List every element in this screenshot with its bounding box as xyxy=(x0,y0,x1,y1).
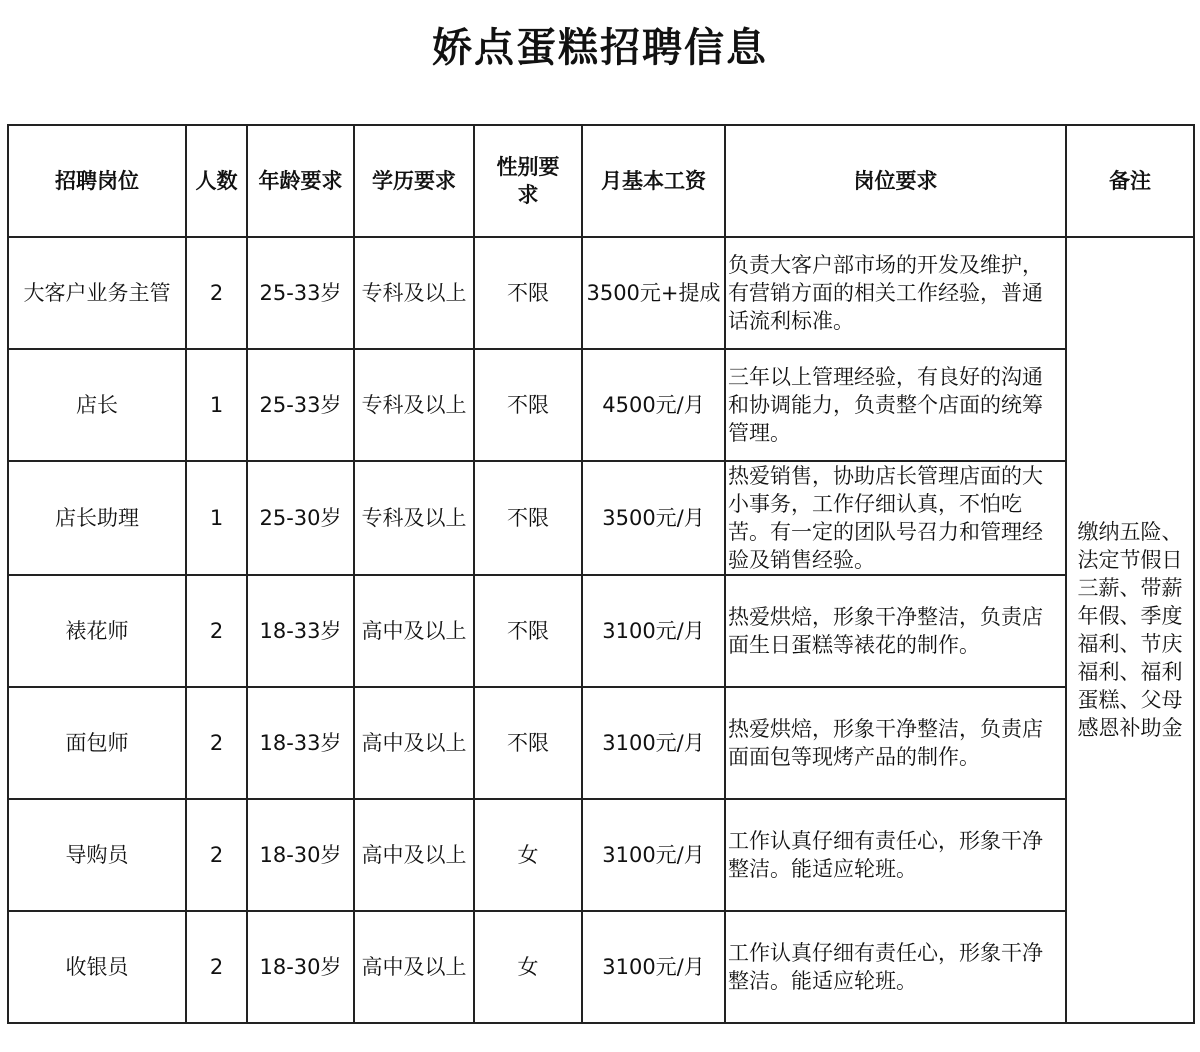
cell-education: 高中及以上 xyxy=(354,575,474,687)
cell-gender: 不限 xyxy=(474,575,582,687)
table-row xyxy=(8,799,1194,911)
cell-position: 面包师 xyxy=(8,687,186,799)
table-row xyxy=(8,461,1194,575)
cell-education: 专科及以上 xyxy=(354,461,474,575)
cell-age: 18-33岁 xyxy=(247,575,354,687)
cell-age: 25-30岁 xyxy=(247,461,354,575)
cell-requirements: 负责大客户部市场的开发及维护，有营销方面的相关工作经验，普通话流利标准。 xyxy=(725,237,1066,349)
cell-requirements: 工作认真仔细有责任心，形象干净整洁。能适应轮班。 xyxy=(725,911,1066,1023)
table-row xyxy=(8,349,1194,461)
cell-requirements: 热爱销售，协助店长管理店面的大小事务，工作仔细认真，不怕吃苦。有一定的团队号召力和管理经验及销售经验。 xyxy=(725,461,1066,575)
header-gender: 性别要求 xyxy=(474,125,582,237)
table-header-row xyxy=(8,125,1194,237)
header-salary: 月基本工资 xyxy=(582,125,725,237)
cell-age: 18-33岁 xyxy=(247,687,354,799)
cell-education: 高中及以上 xyxy=(354,799,474,911)
table-row xyxy=(8,911,1194,1023)
cell-count: 2 xyxy=(186,687,247,799)
cell-requirements: 热爱烘焙，形象干净整洁，负责店面生日蛋糕等裱花的制作。 xyxy=(725,575,1066,687)
cell-salary: 3500元/月 xyxy=(582,461,725,575)
cell-gender: 女 xyxy=(474,799,582,911)
table-row xyxy=(8,687,1194,799)
cell-count: 2 xyxy=(186,237,247,349)
cell-education: 专科及以上 xyxy=(354,237,474,349)
header-count: 人数 xyxy=(186,125,247,237)
cell-position: 裱花师 xyxy=(8,575,186,687)
cell-age: 18-30岁 xyxy=(247,799,354,911)
cell-gender: 不限 xyxy=(474,349,582,461)
cell-position: 收银员 xyxy=(8,911,186,1023)
page-title: 娇点蛋糕招聘信息 xyxy=(432,24,768,71)
cell-education: 高中及以上 xyxy=(354,687,474,799)
cell-salary: 3100元/月 xyxy=(582,575,725,687)
cell-education: 高中及以上 xyxy=(354,911,474,1023)
cell-position: 大客户业务主管 xyxy=(8,237,186,349)
cell-requirements: 工作认真仔细有责任心，形象干净整洁。能适应轮班。 xyxy=(725,799,1066,911)
cell-position: 店长 xyxy=(8,349,186,461)
cell-gender: 不限 xyxy=(474,461,582,575)
header-age: 年龄要求 xyxy=(247,125,354,237)
table-row xyxy=(8,575,1194,687)
cell-age: 25-33岁 xyxy=(247,349,354,461)
recruitment-table xyxy=(7,124,1195,1024)
cell-count: 2 xyxy=(186,911,247,1023)
cell-position: 店长助理 xyxy=(8,461,186,575)
cell-position: 导购员 xyxy=(8,799,186,911)
header-notes: 备注 xyxy=(1066,125,1194,237)
cell-requirements: 三年以上管理经验，有良好的沟通和协调能力，负责整个店面的统筹管理。 xyxy=(725,349,1066,461)
cell-salary: 3100元/月 xyxy=(582,687,725,799)
cell-salary: 3100元/月 xyxy=(582,911,725,1023)
header-education: 学历要求 xyxy=(354,125,474,237)
cell-count: 1 xyxy=(186,349,247,461)
cell-salary: 3500元+提成 xyxy=(582,237,725,349)
cell-count: 2 xyxy=(186,799,247,911)
cell-gender: 不限 xyxy=(474,237,582,349)
cell-age: 18-30岁 xyxy=(247,911,354,1023)
cell-gender: 女 xyxy=(474,911,582,1023)
header-position: 招聘岗位 xyxy=(8,125,186,237)
cell-notes: 缴纳五险、法定节假日三薪、带薪年假、季度福利、节庆福利、福利蛋糕、父母感恩补助金 xyxy=(1066,237,1194,1023)
cell-count: 1 xyxy=(186,461,247,575)
cell-requirements: 热爱烘焙，形象干净整洁，负责店面面包等现烤产品的制作。 xyxy=(725,687,1066,799)
cell-salary: 4500元/月 xyxy=(582,349,725,461)
cell-salary: 3100元/月 xyxy=(582,799,725,911)
table-row xyxy=(8,237,1194,349)
cell-count: 2 xyxy=(186,575,247,687)
header-requirements: 岗位要求 xyxy=(725,125,1066,237)
cell-education: 专科及以上 xyxy=(354,349,474,461)
cell-gender: 不限 xyxy=(474,687,582,799)
cell-age: 25-33岁 xyxy=(247,237,354,349)
